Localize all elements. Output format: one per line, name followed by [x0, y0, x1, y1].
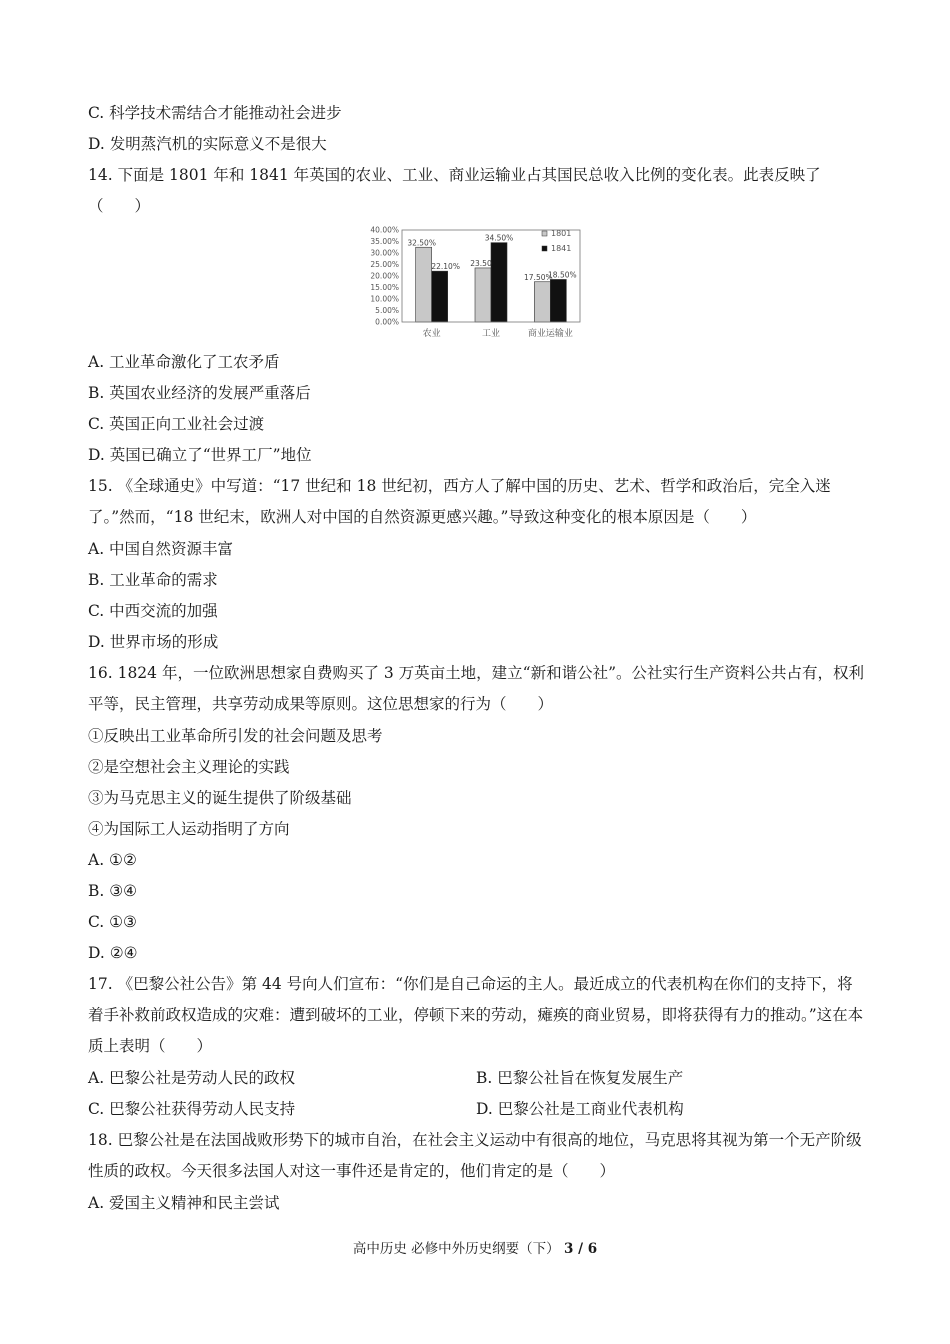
footer-page-number: 3 / 6: [563, 1241, 598, 1257]
y-tick-label: 5.00%: [375, 306, 399, 315]
y-tick-label: 10.00%: [370, 294, 399, 304]
q17-stem: 17. 《巴黎公社公告》第 44 号向人们宣布：“你们是自己命运的主人。最近成立的代表机构在你们的支持下，将着手补救前政权造成的灾难：遭到破坏的工业，停顿下来的劳动，瘫痪的商业贸易，即将获得有力的推动。”这在本质上表明（ ）: [88, 975, 864, 1055]
q18-stem: 18. 巴黎公社是在法国战败形势下的城市自治，在社会主义运动中有很高的地位，马克思将其视为第一个无产阶级性质的政权。今天很多法国人对这一事件还是肯定的，他们肯定的是（ ）: [88, 1131, 862, 1180]
q16-statement-1: ①反映出工业革命所引发的社会问题及思考: [88, 727, 383, 745]
q16-statement-4: ④为国际工人运动指明了方向: [88, 820, 290, 838]
y-tick-label: 20.00%: [370, 271, 399, 281]
q16-statement-2: ②是空想社会主义理论的实践: [88, 758, 290, 776]
q16-option-b: B. ③④: [88, 882, 138, 900]
q14-option-c: C. 英国正向工业社会过渡: [88, 415, 265, 433]
q13-option-c: C. 科学技术需结合才能推动社会进步: [88, 104, 342, 122]
q14-option-b: B. 英国农业经济的发展严重落后: [88, 384, 311, 402]
q15-option-a: A. 中国自然资源丰富: [88, 540, 234, 558]
x-axis-categories: [423, 327, 573, 339]
q14-option-d: D. 英国已确立了“世界工厂”地位: [88, 446, 312, 464]
bar-1801: [416, 247, 432, 322]
legend-label: 1801: [551, 229, 572, 238]
q15-option-b: B. 工业革命的需求: [88, 571, 218, 589]
q15-stem: 15. 《全球通史》中写道：“17 世纪和 18 世纪初，西方人了解中国的历史、艺术、哲学和政治后，完全入迷了。”然而，“18 世纪末，欧洲人对中国的自然资源更感兴趣。”导致这种变化的根本原因是（ ）: [88, 477, 831, 526]
bar-1801: [475, 268, 491, 322]
q17-option-b: B. 巴黎公社旨在恢复发展生产: [476, 1069, 684, 1087]
bar-1841: [432, 271, 448, 322]
legend-swatch: [542, 246, 547, 251]
q14-bar-chart: [358, 222, 594, 346]
page-footer: [0, 1240, 950, 1258]
q14-stem: 14. 下面是 1801 年和 1841 年英国的农业、工业、商业运输业占其国民总收入比例的变化表。此表反映了（ ）: [88, 166, 821, 215]
q16-stem: 16. 1824 年，一位欧洲思想家自费购买了 3 万英亩土地，建立“新和谐公社”。公社实行生产资料公共占有，权利平等，民主管理，共享劳动成果等原则。这位思想家的行为（ ）: [88, 664, 865, 713]
x-category-label: 商业运输业: [527, 329, 573, 339]
q17-option-d: D. 巴黎公社是工商业代表机构: [476, 1100, 684, 1118]
bar-value-label: 23.50: [470, 258, 492, 268]
bar-1841: [491, 243, 507, 322]
bar-value-label: 18.50%: [548, 270, 577, 280]
legend-swatch: [542, 231, 547, 236]
y-tick-label: 25.00%: [370, 260, 399, 269]
q15-option-d: D. 世界市场的形成: [88, 633, 219, 651]
q16-statement-3: ③为马克思主义的诞生提供了阶级基础: [88, 789, 352, 807]
q16-option-c: C. ①③: [88, 913, 137, 931]
y-tick-label: 40.00%: [370, 225, 399, 235]
q17-option-c: C. 巴黎公社获得劳动人民支持: [88, 1100, 296, 1118]
q18-option-a: A. 爱国主义精神和民主尝试: [88, 1194, 280, 1212]
q15-option-c: C. 中西交流的加强: [88, 602, 218, 620]
legend-label: 1841: [551, 244, 572, 253]
q17-option-a: A. 巴黎公社是劳动人民的政权: [88, 1069, 296, 1087]
footer-course-title: 高中历史 必修中外历史纲要（下）: [352, 1241, 560, 1257]
bar-1841: [550, 279, 566, 322]
bar-value-label: 34.50%: [484, 233, 514, 243]
bar-value-label: 32.50%: [407, 238, 436, 248]
x-category-label: 工业: [481, 329, 501, 339]
q14-option-a: A. 工业革命激化了工农矛盾: [88, 353, 280, 371]
chart-bars: [416, 243, 567, 322]
y-tick-label: 0.00%: [375, 317, 399, 327]
y-tick-label: 15.00%: [370, 283, 399, 292]
bar-1801: [534, 282, 550, 322]
bar-value-label: 22.10%: [431, 262, 460, 272]
q16-option-a: A. ①②: [88, 851, 137, 869]
x-category-label: 农业: [422, 329, 441, 339]
bar-value-label: 17.50%: [524, 272, 553, 282]
q16-option-d: D. ②④: [88, 944, 138, 962]
chart-legend: [542, 229, 571, 253]
y-axis-ticks: [370, 226, 399, 327]
y-tick-label: 30.00%: [370, 248, 399, 258]
y-tick-label: 35.00%: [370, 237, 399, 246]
q13-option-d: D. 发明蒸汽机的实际意义不是很大: [88, 135, 327, 153]
